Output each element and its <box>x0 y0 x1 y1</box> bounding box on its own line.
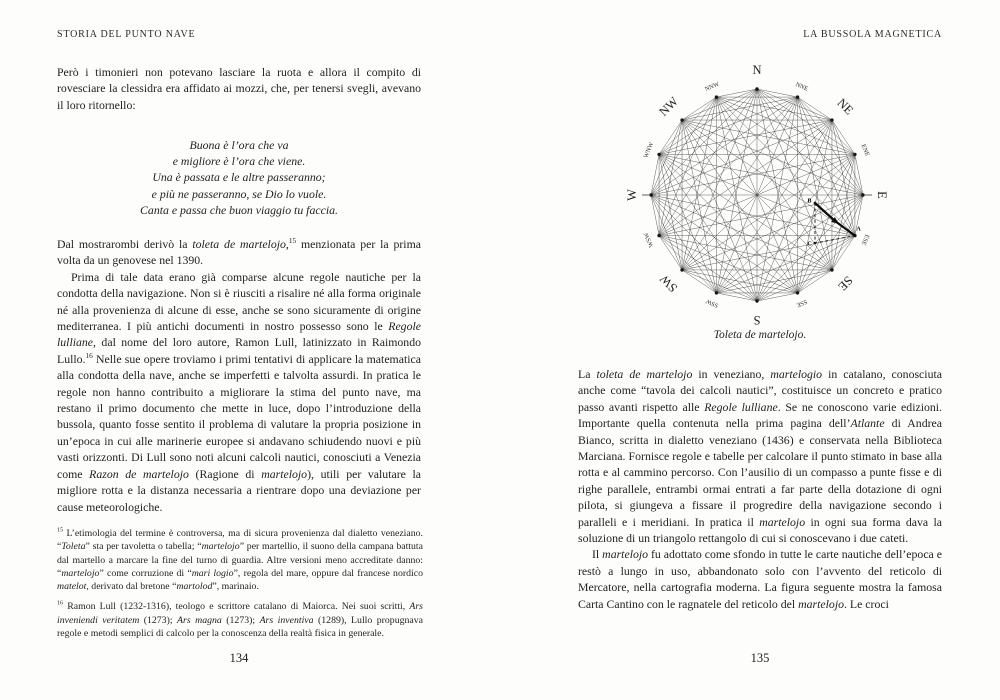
compass-label: ESE <box>859 233 871 247</box>
poem-line: Canta e passa che buon viaggio tu faccia. <box>140 202 338 217</box>
triangle-label: C <box>807 241 812 248</box>
compass-label: SW <box>657 271 681 295</box>
compass-vertex <box>796 291 799 294</box>
right-page <box>500 0 1000 700</box>
compass-label: NW <box>656 94 681 119</box>
triangle-vertex-c <box>814 242 817 245</box>
compass-label: WSW <box>642 231 656 249</box>
paragraph-il-martelojo: Il martelojo fu adottato come sfondo in tutte le carte nautiche dell’epoca e restò a lungo in uso, abbandonato solo con l’avvento del reticolo di Mercatore, nella cartografia moderna. La figura seguente mostra la famosa Carta Cantino con le ragnatele del reticolo del martelojo. Le croci <box>578 547 942 611</box>
paragraph-la-toleta: La toleta de martelojo in veneziano, martelogio in catalano, conosciuta anche come “tavola dei calcoli nautici”, costituisce un concreto e pratico passo avanti rispetto alle Regole lulliane. Se ne conoscono varie edizioni. Importante quella contenuta nella prima pagina dell’Atlante di Andrea Bianco, scritta in dialetto veneziano (1436) e conservata nella Biblioteca Marciana. Fornisce regole e tabelle per calcolare il punto stimato in base alla rotta e al cammino percorso. Con l’ausilio di un compasso a punte fisse e di righe parallele, entrambi ormai entrati a far parte della dotazione di ogni pilota, si giungeva a fissare il progredire della navigazione secondo i paralleli e i meridiani. In pratica il martelojo in ogni sua forma dava la soluzione di un triangolo rettangolo di cui si conoscevano i due cateti. <box>578 367 943 546</box>
footnote-16: $^{16}$ Ramon Lull (1232-1316), teologo e scrittore catalano di Maiorca. Nei suoi scritti, Ars inveniendi veritatem (1273); Ars magna (1273); Ars inventiva (1289), Lullo propugnava regole e metodi semplici di calcolo per la conoscenza della realtà fisica in generale. <box>57 601 423 640</box>
compass-vertex <box>796 95 799 98</box>
compass-label: NNE <box>794 81 810 93</box>
triangle-label: A <box>856 226 861 233</box>
compass-vertex <box>755 299 758 302</box>
right-running-head: LA BUSSOLA MAGNETICA <box>803 29 942 40</box>
paragraph-regole: Prima di tale data erano già comparse alcune regole nautiche per la condotta della navigazione. Non si è riusciti a risalire né alla forma originale né alla provenienza di alcune di esse, anche se sono sicuramente di origine mediterranea. I più antichi documenti in nostro possesso sono le Regole lulliane, dal nome del loro autore, Ramon Lull, latinizzato in Raimondo Lullo.$^{16}$ Nelle sue opere troviamo i primi tentativi di applicare la matematica alla condotta della nave, anche se imperfetti e talvolta assurdi. In pratica le regole non hanno contribuito a migliorare la stima del punto nave, ma restano il primo documento che mette in luce, dopo l’introduzione della bussola, quanto fosse sentito il problema di valutare la propria posizione in un’epoca in cui alle marinerie europee si andavano schiudendo nuovi e più vasti orizzonti. Di Lull sono noti alcuni calcoli nautici, conosciuti a Venezia come Razon de martelojo (Ragione di martelojo), utili per valutare la migliore rotta e la distanza necessaria a rientrare dopo una deviazione per cause meteorologiche. <box>57 269 422 514</box>
compass-vertex <box>657 153 660 156</box>
triangle-vertex-b <box>814 202 817 205</box>
poem-line: e più ne passeranno, se Dio lo vuole. <box>151 186 327 201</box>
compass-vertex <box>715 95 718 98</box>
poem-line: Buona è l’ora che va <box>189 138 289 152</box>
left-running-head: STORIA DEL PUNTO NAVE <box>57 29 196 40</box>
compass-vertex <box>680 118 683 121</box>
compass-label: E <box>875 191 889 199</box>
poem-line: Una è passata e le altre passeranno; <box>152 170 326 185</box>
right-text-block <box>578 366 942 612</box>
right-page-number: 135 <box>750 651 770 665</box>
compass-label: N <box>752 63 762 77</box>
compass-vertex <box>649 193 652 196</box>
compass-vertex <box>861 193 864 196</box>
footnotes-block <box>57 527 423 640</box>
compass-vertex <box>853 153 856 156</box>
left-page-number: 134 <box>229 651 249 665</box>
compass-label: S <box>753 313 761 327</box>
compass-vertex <box>657 234 660 237</box>
footnote-15: $^{15}$ L’etimologia del termine è controversa, ma di sicura provenienza dal dialetto veneziano. “Toleta” sta per tavoletta o tabella; “martelojo” per martellio, il suono della campana battuta dal martello a marcare la fine del turno di guardia. Altre versioni meno accreditate danno: “martelojo” come corruzione di “mari logio”, regola del mare, oppure dal francese nordico matelot, derivato dal bretone “martolod”, marinaio. <box>57 527 423 593</box>
compass-label: SSW <box>704 297 720 309</box>
compass-label: SSE <box>795 297 809 309</box>
compass-label: SE <box>835 273 856 294</box>
compass-label: W <box>625 189 639 201</box>
compass-chord <box>682 120 757 301</box>
main-text-block <box>57 236 421 515</box>
compass-vertex <box>715 291 718 294</box>
compass-vertex <box>755 87 758 90</box>
compass-vertex <box>830 268 833 271</box>
compass-label: NE <box>834 95 857 118</box>
compass-vertex <box>680 268 683 271</box>
toleta-diagram <box>602 44 912 344</box>
compass-chord <box>651 195 832 270</box>
compass-chord <box>682 270 757 301</box>
compass-label: WNW <box>642 141 656 160</box>
triangle-label: B <box>807 198 812 205</box>
compass-vertex <box>830 118 833 121</box>
compass-label: ENE <box>859 143 871 158</box>
compass-chord <box>651 120 682 195</box>
poem-line: e migliore è l’ora che viene. <box>172 154 306 169</box>
figure-caption: Toleta de martelojo. <box>713 329 807 341</box>
compass-chord <box>651 195 682 270</box>
compass-label: NNW <box>703 80 721 94</box>
intro-paragraph: Però i timonieri non potevano lasciare la ruota e allora il compito di rovesciare la clessidra era affidato ai mozzi, che, per tenersi svegli, avevano il loro ritornello: <box>57 65 421 112</box>
paragraph-toleta: Dal mostrarombi derivò la toleta de martelojo,$^{15}$ menzionata per la prima volta da un genovese nel 1390. <box>57 236 421 268</box>
sailors-poem <box>57 137 421 218</box>
compass-chord <box>682 120 863 195</box>
